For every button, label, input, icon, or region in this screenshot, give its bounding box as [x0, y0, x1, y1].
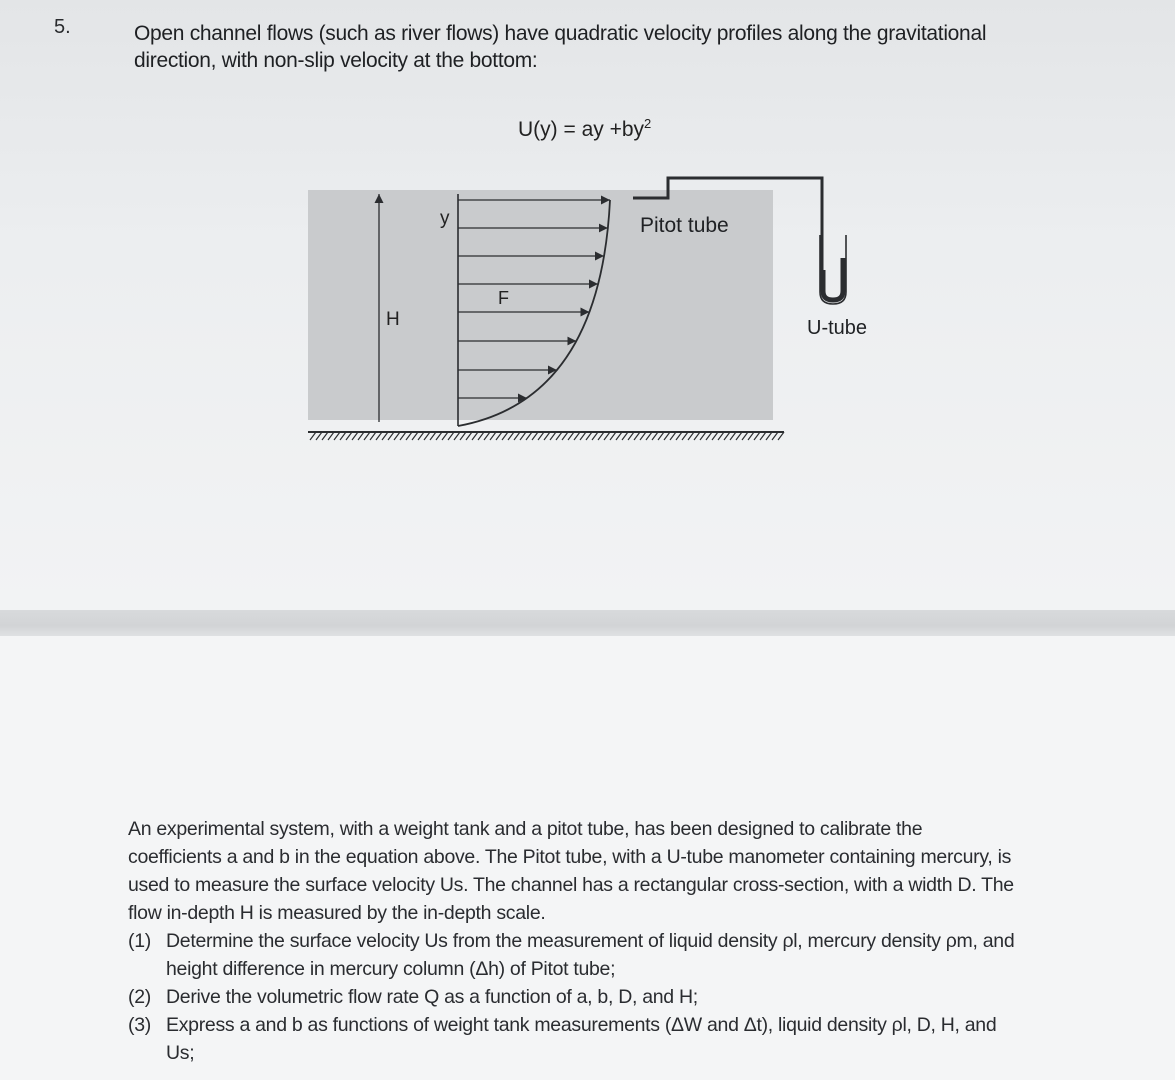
hatch-mark [682, 432, 688, 440]
hatch-mark [502, 432, 508, 440]
hatch-mark [370, 432, 376, 440]
hatch-mark [346, 432, 352, 440]
sub-question [128, 927, 1018, 983]
hatch-mark [442, 432, 448, 440]
hatch-mark [490, 432, 496, 440]
page-separator [0, 610, 1175, 636]
hatch-mark [736, 432, 742, 440]
hatch-mark [778, 432, 784, 440]
hatch-mark [412, 432, 418, 440]
sub-question-number: (1) [128, 930, 151, 952]
sub-question-text: Determine the surface velocity Us from the measurement of liquid density ρl, mercury density ρm, and height difference in mercury column (Δh) of Pitot tube; [166, 930, 1015, 980]
hatch-mark [706, 432, 712, 440]
velocity-equation [518, 116, 651, 142]
hatch-mark [496, 432, 502, 440]
hatch-mark [748, 432, 754, 440]
channel-flow-diagram [300, 170, 900, 460]
hatch-mark [430, 432, 436, 440]
problem-description [128, 815, 1018, 1067]
question-intro: Open channel flows (such as river flows) have quadratic velocity profiles along the gravitational direction, with non-slip velocity at the bottom: [134, 22, 987, 72]
sub-question [128, 983, 1018, 1011]
hatch-mark [418, 432, 424, 440]
question-number: 5. [54, 16, 71, 38]
hatch-mark [598, 432, 604, 440]
hatch-mark [532, 432, 538, 440]
hatch-mark [760, 432, 766, 440]
hatch-mark [514, 432, 520, 440]
hatch-mark [526, 432, 532, 440]
equation-exponent: 2 [644, 116, 652, 131]
hatch-mark [742, 432, 748, 440]
hatch-mark [640, 432, 646, 440]
label-f: F [498, 288, 509, 308]
hatch-mark [724, 432, 730, 440]
hatch-mark [322, 432, 328, 440]
hatch-mark [712, 432, 718, 440]
hatch-mark [694, 432, 700, 440]
hatch-mark [358, 432, 364, 440]
hatch-mark [310, 432, 316, 440]
label-u-tube: U-tube [807, 317, 868, 339]
sub-question-text: Derive the volumetric flow rate Q as a function of a, b, D, and H; [166, 986, 698, 1008]
hatch-mark [652, 432, 658, 440]
hatch-mark [676, 432, 682, 440]
hatch-mark [562, 432, 568, 440]
label-y: y [440, 208, 450, 229]
mercury-column [823, 258, 843, 300]
hatch-mark [460, 432, 466, 440]
hatch-mark [454, 432, 460, 440]
hatch-mark [586, 432, 592, 440]
hatch-mark [658, 432, 664, 440]
hatch-mark [328, 432, 334, 440]
hatch-mark [628, 432, 634, 440]
hatch-mark [604, 432, 610, 440]
sub-question-number: (3) [128, 1014, 151, 1036]
hatch-mark [466, 432, 472, 440]
ground-hatching [310, 432, 784, 440]
hatch-mark [484, 432, 490, 440]
hatch-mark [622, 432, 628, 440]
label-h: H [386, 309, 400, 330]
hatch-mark [580, 432, 586, 440]
hatch-mark [520, 432, 526, 440]
hatch-mark [364, 432, 370, 440]
hatch-mark [646, 432, 652, 440]
hatch-mark [508, 432, 514, 440]
hatch-mark [352, 432, 358, 440]
hatch-mark [670, 432, 676, 440]
hatch-mark [616, 432, 622, 440]
hatch-mark [574, 432, 580, 440]
hatch-mark [730, 432, 736, 440]
hatch-mark [394, 432, 400, 440]
hatch-mark [568, 432, 574, 440]
hatch-mark [538, 432, 544, 440]
hatch-mark [718, 432, 724, 440]
sub-question-number: (2) [128, 986, 151, 1008]
sub-questions-list [128, 927, 1018, 1067]
hatch-mark [424, 432, 430, 440]
hatch-mark [406, 432, 412, 440]
hatch-mark [610, 432, 616, 440]
hatch-mark [700, 432, 706, 440]
hatch-mark [388, 432, 394, 440]
hatch-mark [316, 432, 322, 440]
sub-question-text: Express a and b as functions of weight tank measurements (ΔW and Δt), liquid density ρl, D, H, and Us; [166, 1014, 997, 1064]
label-pitot-tube: Pitot tube [640, 214, 729, 237]
hatch-mark [382, 432, 388, 440]
hatch-mark [436, 432, 442, 440]
hatch-mark [772, 432, 778, 440]
hatch-mark [550, 432, 556, 440]
hatch-mark [766, 432, 772, 440]
hatch-mark [448, 432, 454, 440]
hatch-mark [400, 432, 406, 440]
hatch-mark [544, 432, 550, 440]
hatch-mark [478, 432, 484, 440]
hatch-mark [688, 432, 694, 440]
hatch-mark [592, 432, 598, 440]
problem-paragraph: An experimental system, with a weight tank and a pitot tube, has been designed to calibrate the coefficients a and b in the equation above. The Pitot tube, with a U-tube manometer containing mercury, is used to measure the surface velocity Us. The channel has a rectangular cross-section, with a width D. The flow in-depth H is measured by the in-depth scale. [128, 818, 1014, 924]
hatch-mark [472, 432, 478, 440]
hatch-mark [334, 432, 340, 440]
hatch-mark [634, 432, 640, 440]
hatch-mark [754, 432, 760, 440]
hatch-mark [556, 432, 562, 440]
equation-text: U(y) = ay +by [518, 118, 645, 141]
sub-question [128, 1011, 1018, 1067]
hatch-mark [376, 432, 382, 440]
hatch-mark [340, 432, 346, 440]
hatch-mark [664, 432, 670, 440]
